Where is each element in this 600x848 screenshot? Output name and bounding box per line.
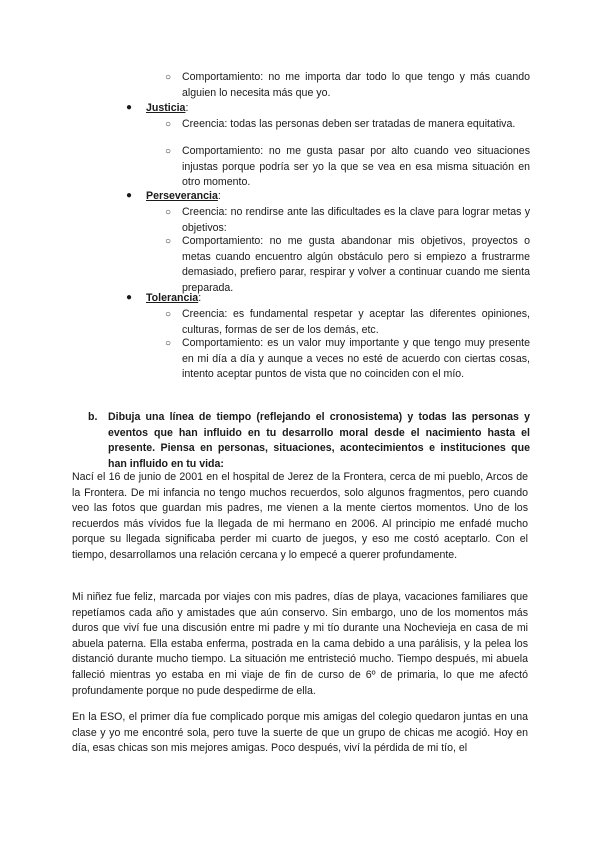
value-term: Justicia <box>146 102 186 114</box>
question-b <box>88 410 530 472</box>
value-heading-perseverancia <box>126 190 526 202</box>
colon: : <box>217 190 221 202</box>
circle-bullet-icon: ○ <box>165 119 172 130</box>
sub-bullet-item: ○ Creencia: no rendirse ante las dificultades es la clave para lograr metas y objetivos: <box>165 206 530 234</box>
circle-bullet-icon: ○ <box>165 146 172 157</box>
value-term: Perseverancia <box>146 190 218 202</box>
value-heading-justicia <box>126 102 526 114</box>
circle-bullet-icon: ○ <box>165 207 172 218</box>
sub-bullet-item: ○ Comportamiento: no me importa dar todo lo que tengo y más cuando alguien lo necesita más que yo. <box>165 71 530 99</box>
colon: : <box>198 292 202 304</box>
disc-bullet-icon: ● <box>126 190 133 201</box>
paragraph: En la ESO, el primer día fue complicado porque mis amigas del colegio quedaron juntas en una clase y yo me encontré sola, pero tuve la suerte de que un grupo de chicas me acogió. Hoy en día, esas chicas son mis mejores amigas. Poco después, viví la pérdida de mi tío, el <box>72 711 528 755</box>
value-heading-tolerancia <box>126 292 526 304</box>
sub-bullet-item: ○ Creencia: todas las personas deben ser tratadas de manera equitativa. <box>182 117 530 133</box>
disc-bullet-icon: ● <box>126 292 133 303</box>
circle-bullet-icon: ○ <box>165 72 172 83</box>
value-term: Tolerancia <box>146 292 199 304</box>
question-text: Dibuja una línea de tiempo (reflejando el cronosistema) y todas las personas y eventos que han influido en tu desarrollo moral desde el nacimiento hasta el presente. Piensa en personas, situaciones, acontecimientos e instituciones que han influido en tu vida: <box>108 411 530 470</box>
sub-bullet-item: ○ Creencia: es fundamental respetar y aceptar las diferentes opiniones, culturas, formas de ser de los demás, etc. <box>165 308 530 336</box>
circle-bullet-icon: ○ <box>165 338 172 349</box>
sub-bullet-item: ○ Comportamiento: no me gusta abandonar mis objetivos, proyectos o metas cuando encuentro algún obstáculo pero si empiezo a frustrarme demasiado, prefiero parar, respirar y volver a continuar cuando me sienta preparada. <box>165 235 530 294</box>
question-label: b. <box>88 411 98 423</box>
sub-bullet-item: ○ Comportamiento: no me gusta pasar por alto cuando veo situaciones injustas porque podría ser yo la que se vea en esa misma situación en otro momento. <box>165 145 530 189</box>
circle-bullet-icon: ○ <box>165 309 172 320</box>
circle-bullet-icon: ○ <box>165 236 172 247</box>
disc-bullet-icon: ● <box>126 102 133 113</box>
paragraph: Mi niñez fue feliz, marcada por viajes con mis padres, días de playa, vacaciones familiares que repetíamos cada año y amistades que aún conservo. Sin embargo, uno de los momentos más duros que viví fue una discusión entre mi padre y mi tío durante una Nochevieja en casa de mi abuela paterna. Ella estaba enferma, postrada en la cama debido a una parálisis, y la pelea los distanció durante mucho tiempo. La situación me entristeció mucho. Tiempo después, mi abuela falleció mientras yo estaba en mi viaje de fin de curso de 6º de primaria, lo que me afectó profundamente porque no pude despedirme de ella. <box>72 591 528 697</box>
sub-bullet-item: ○ Comportamiento: es un valor muy importante y que tengo muy presente en mi día a día y aunque a veces no esté de acuerdo con ciertas cosas, intento aceptar puntos de vista que no coinciden con el mío. <box>165 337 530 381</box>
colon: : <box>185 102 189 114</box>
paragraph: Nací el 16 de junio de 2001 en el hospital de Jerez de la Frontera, cerca de mi pueblo, Arcos de la Frontera. De mi infancia no tengo muchos recuerdos, solo algunos fragmentos, pero cuando veo las fotos que guardan mis padres, me vienen a la mente ciertos momentos. Uno de los recuerdos más vívidos fue la llegada de mi hermano en 2006. Al principio me enfadé mucho porque su llegada significaba perder mi cuarto de juegos, y eso me costó aceptarlo. Con el tiempo, desarrollamos una relación cercana y lo empecé a querer profundamente. <box>72 471 528 561</box>
